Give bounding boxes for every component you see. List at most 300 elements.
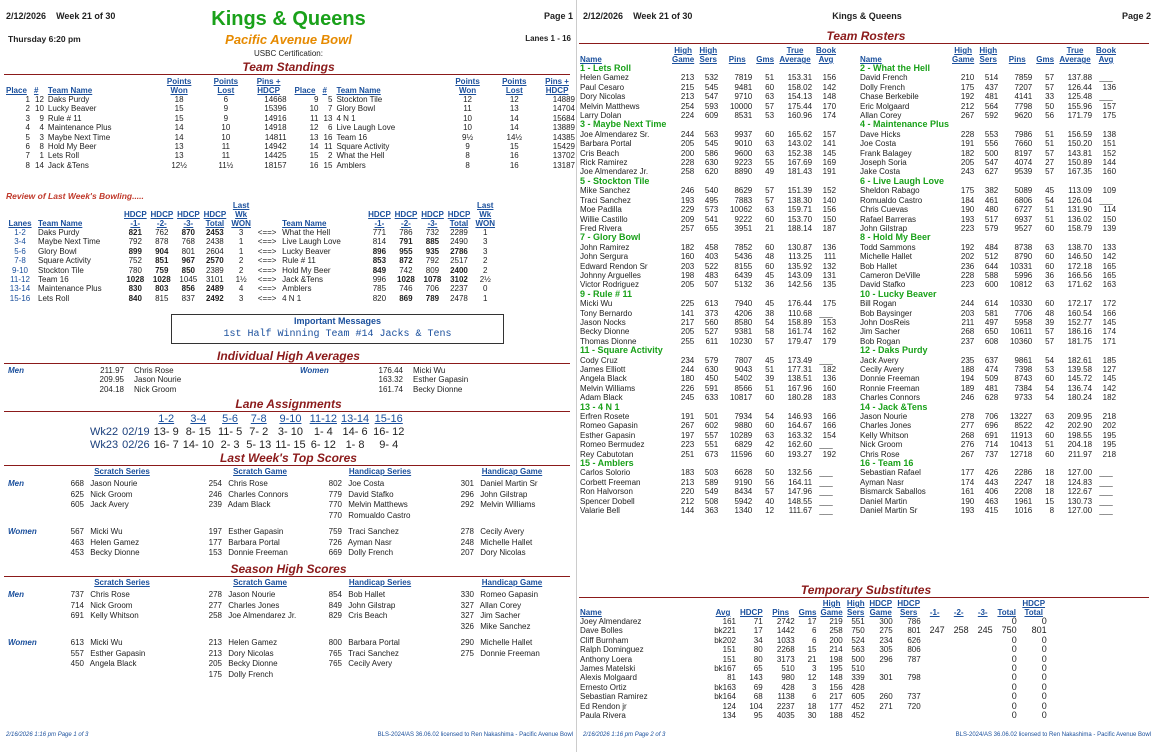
roster-cell: ___ xyxy=(819,468,833,478)
standings-col-header: Team Name xyxy=(47,86,93,95)
standings-cell: 13 xyxy=(323,113,333,123)
subs-cell xyxy=(971,683,995,692)
roster-cell: 560 xyxy=(704,317,719,327)
roster-team-name: 2 - What the Hell xyxy=(860,63,931,73)
shs-score: 557 xyxy=(70,648,84,658)
roster-cell: 60 xyxy=(765,129,775,139)
roster-cell: 63 xyxy=(1045,280,1055,290)
roster-cell: 2286 xyxy=(1014,468,1033,478)
shs-score: 327 xyxy=(460,600,474,610)
lane-pair: 2- 3 xyxy=(220,439,240,451)
roster-cell: 450 xyxy=(704,374,719,384)
roster-cell: 179.47 xyxy=(787,336,813,346)
lane-header: 9-10 xyxy=(279,413,302,425)
lane-pair: 14- 6 xyxy=(342,426,368,438)
review-cell: 967 xyxy=(181,256,195,266)
standings-row xyxy=(4,142,577,151)
roster-cell: John Sergura xyxy=(580,252,629,262)
subs-cell: bk167 xyxy=(714,664,736,674)
lane-header: 5-6 xyxy=(222,413,239,425)
roster-cell: 527 xyxy=(704,327,719,337)
roster-col-header: Gms xyxy=(1036,55,1055,64)
roster-cell: 11596 xyxy=(730,449,753,459)
roster-cell: Melvin Williams xyxy=(580,383,636,393)
subs-row xyxy=(578,626,1049,635)
standings-title: Team Standings xyxy=(242,60,335,74)
roster-cell: 403 xyxy=(704,252,719,262)
roster-cell: 150.89 xyxy=(1067,158,1093,168)
roster-cell: 10413 xyxy=(1009,440,1033,450)
roster-cell: Joe Costa xyxy=(860,139,897,149)
subs-row xyxy=(578,673,1049,682)
lane-header: 7-8 xyxy=(250,413,267,425)
shs-score: 278 xyxy=(208,590,222,599)
review-cell: <==> xyxy=(257,275,277,285)
roster-cell: 136.02 xyxy=(1067,214,1093,224)
avg-name: Nick Groom xyxy=(134,384,177,394)
roster-col-header: Name xyxy=(580,55,602,64)
roster-cell: 714 xyxy=(984,440,999,450)
roster-cell: 673 xyxy=(704,449,719,459)
subs-col-header: -3- xyxy=(977,608,988,617)
review-cell: 2 xyxy=(238,256,244,266)
standings-cell: 8 xyxy=(25,160,30,170)
standings-cell: 14½ xyxy=(506,132,523,142)
subs-cell: 219 xyxy=(829,617,843,626)
roster-cell: 172.18 xyxy=(1067,261,1093,271)
lwts-score: 463 xyxy=(70,537,84,547)
standings-col-header: Points Lost xyxy=(213,77,239,95)
lane-pair: 8- 15 xyxy=(185,426,211,438)
roster-team-name: 6 - Live Laugh Love xyxy=(860,175,945,186)
lwts-women-entry xyxy=(320,538,440,547)
roster-cell: 56 xyxy=(1045,111,1055,121)
p1-date: 2/12/2026 Week 21 of 30 xyxy=(6,11,116,21)
lane-row xyxy=(88,426,406,439)
important-messages-box xyxy=(171,314,504,344)
subs-cell: 214 xyxy=(829,645,843,655)
review-cell: 2 xyxy=(238,265,244,275)
subs-cell: 0 xyxy=(1041,634,1047,645)
roster-row xyxy=(858,365,1118,374)
subs-cell xyxy=(923,702,947,711)
review-cell: 809 xyxy=(425,265,440,275)
lane-title: Lane Assignments xyxy=(235,397,342,411)
roster-row xyxy=(578,196,838,205)
roster-cell: 9043 xyxy=(734,365,753,374)
roster-cell: 204.18 xyxy=(1067,440,1093,450)
roster-cell: 63 xyxy=(1045,242,1055,252)
roster-cell: 137.88 xyxy=(1067,73,1093,83)
lwts-men-label: Men xyxy=(8,479,24,488)
roster-cell: 15 xyxy=(1045,496,1055,506)
review-col-header: Last Wk WON xyxy=(231,201,251,228)
shs-col-header: Scratch Game xyxy=(233,578,287,587)
roster-cell: 608 xyxy=(984,336,999,346)
roster-cell: 48 xyxy=(765,252,775,262)
review-cell: 885 xyxy=(425,237,440,247)
rosters-left-table xyxy=(578,46,838,516)
roster-cell: 56 xyxy=(765,477,775,487)
shs-men-entry xyxy=(200,590,320,599)
roster-cell: 243 xyxy=(960,167,975,177)
standings-cell: 7 xyxy=(25,151,30,161)
roster-cell: Cris Beach xyxy=(580,148,620,158)
roster-cell: 223 xyxy=(960,223,975,233)
subs-cell: 3 xyxy=(812,682,817,692)
avg-value: 161.74 xyxy=(378,384,403,394)
subs-cell xyxy=(947,711,971,720)
roster-col-header: True Average xyxy=(779,46,811,64)
review-row xyxy=(4,266,498,275)
review-cell: 1028 xyxy=(397,275,415,285)
roster-col-header: High Sers xyxy=(979,46,998,64)
roster-cell: 7207 xyxy=(1014,82,1033,92)
roster-cell: 148 xyxy=(822,92,837,102)
shs-men-entry xyxy=(200,601,320,610)
standings-cell: 14942 xyxy=(264,142,287,152)
lwts-score: 254 xyxy=(208,479,222,488)
roster-cell: 2247 xyxy=(1014,477,1033,487)
review-cell: Rule # 11 xyxy=(282,256,316,266)
standings-cell: 14 xyxy=(509,123,519,133)
roster-cell: 45 xyxy=(1045,186,1055,196)
roster-cell: 9223 xyxy=(734,158,753,168)
roster-team-name: 15 - Amblers xyxy=(580,458,634,469)
roster-cell: Melvin Matthews xyxy=(580,101,640,111)
roster-cell: 169 xyxy=(822,158,837,168)
roster-cell: 7819 xyxy=(734,73,753,83)
shs-bowler: Helen Gamez xyxy=(226,638,278,647)
review-col-header: Last Wk WON xyxy=(475,201,496,228)
subs-cell: 3173 xyxy=(776,654,795,664)
avg-row xyxy=(76,385,183,394)
avg-row xyxy=(76,366,183,375)
standings-cell: 15 xyxy=(509,142,519,152)
roster-team-name: 8 - Hold My Beer xyxy=(860,232,931,243)
shs-bowler: Cecily Avery xyxy=(346,659,393,668)
roster-cell: 9481 xyxy=(734,82,753,92)
roster-cell: 8522 xyxy=(1014,421,1033,431)
shs-women-entry xyxy=(200,649,320,658)
shs-bowler: Cris Beach xyxy=(346,611,388,620)
roster-cell: 5402 xyxy=(734,374,753,384)
roster-cell: 143.02 xyxy=(787,139,813,149)
roster-cell: 213 xyxy=(680,477,695,487)
review-col-header xyxy=(254,201,280,228)
roster-row xyxy=(858,431,1118,440)
subs-cell: Alexis Molgaard xyxy=(580,673,637,683)
roster-cell: 152 xyxy=(822,186,837,196)
standings-row xyxy=(4,123,577,132)
roster-cell: Kelly Whitson xyxy=(860,430,909,440)
lwts-bowler: Micki Wu xyxy=(88,527,123,536)
roster-cell: Adam Black xyxy=(580,393,623,403)
subs-cell: 428 xyxy=(781,682,795,692)
avg-value: 211.97 xyxy=(100,366,124,375)
roster-cell: 160 xyxy=(1102,167,1117,177)
shs-score: 714 xyxy=(70,600,84,610)
review-cell: <==> xyxy=(257,228,277,237)
roster-cell: 152.38 xyxy=(787,148,813,158)
review-cell: 837 xyxy=(181,293,195,303)
roster-cell: 63 xyxy=(765,205,775,215)
review-cell: 3101 xyxy=(205,275,224,285)
p1-day-time: Thursday 6:20 pm xyxy=(8,34,81,44)
subs-cell: 1138 xyxy=(777,692,795,702)
subs-cell xyxy=(867,711,895,720)
standings-row xyxy=(4,133,577,142)
roster-cell: 7940 xyxy=(734,299,753,309)
review-cell: Maintenance Plus xyxy=(38,284,102,294)
roster-cell: 60 xyxy=(1045,430,1055,440)
roster-cell: Jake Costa xyxy=(860,167,901,177)
standings-col-header: Points Lost xyxy=(502,77,527,95)
roster-team-name: 1 - Lets Roll xyxy=(580,63,632,73)
standings-row xyxy=(4,104,577,113)
roster-cell: 51 xyxy=(1045,139,1055,149)
subs-cell: 34 xyxy=(753,635,763,645)
roster-cell: 8531 xyxy=(734,111,753,121)
roster-cell: 145.72 xyxy=(1067,374,1093,384)
subs-cell: 801 xyxy=(907,626,921,636)
roster-cell: 237 xyxy=(960,336,975,346)
roster-cell: Joseph Soria xyxy=(860,158,907,168)
roster-cell: 591 xyxy=(704,383,719,393)
roster-cell: 60 xyxy=(765,393,775,403)
review-cell: Live Laugh Love xyxy=(282,237,341,247)
roster-cell: 189 xyxy=(960,383,975,393)
roster-cell: 148.55 xyxy=(787,496,813,506)
lane-week: Wk23 xyxy=(90,439,119,451)
roster-cell: 138 xyxy=(1102,129,1117,139)
roster-cell: 152 xyxy=(1102,148,1117,158)
shs-score: 613 xyxy=(70,638,84,647)
roster-team-row xyxy=(578,459,838,468)
roster-cell: 9620 xyxy=(1014,111,1033,121)
review-cell: 768 xyxy=(181,237,195,247)
lwts-bowler: Romualdo Castro xyxy=(346,510,411,520)
roster-cell: 192 xyxy=(822,449,837,459)
roster-cell: Daniel Martin Sr xyxy=(860,506,918,516)
roster-cell: 164.67 xyxy=(787,421,813,431)
subs-cell: 6 xyxy=(812,692,817,702)
roster-cell: 267 xyxy=(960,449,975,459)
shs-men-entry xyxy=(320,601,440,610)
shs-men-entry xyxy=(320,611,440,620)
standings-cell: 6 xyxy=(25,142,30,152)
roster-cell: 547 xyxy=(984,158,999,168)
standings-cell: 11 xyxy=(324,142,333,152)
roster-cell: 532 xyxy=(704,73,719,83)
avg-row xyxy=(355,366,470,375)
roster-cell: 267 xyxy=(680,421,695,431)
roster-cell: 10360 xyxy=(1009,336,1033,346)
roster-cell: 171 xyxy=(1102,336,1117,346)
roster-cell: 53 xyxy=(765,111,775,121)
review-cell: 780 xyxy=(128,265,142,275)
roster-cell: 628 xyxy=(984,393,999,403)
roster-cell: 191 xyxy=(960,139,975,149)
subs-cell xyxy=(947,655,971,664)
review-cell: 815 xyxy=(155,293,169,303)
standings-cell: 14811 xyxy=(264,132,287,142)
roster-cell: 211.97 xyxy=(1068,449,1093,459)
roster-cell: 10611 xyxy=(1010,327,1033,337)
lane-blank xyxy=(120,413,152,426)
roster-row xyxy=(578,186,838,195)
standings-col-header: Pins + HDCP xyxy=(256,77,281,95)
roster-cell: 165 xyxy=(1102,261,1117,271)
roster-cell: 200 xyxy=(680,148,695,158)
roster-cell: 514 xyxy=(984,73,999,83)
roster-cell: 39 xyxy=(1045,317,1055,327)
roster-cell: 276 xyxy=(960,440,975,450)
standings-cell: 12 xyxy=(509,95,519,104)
roster-cell: 49 xyxy=(765,167,775,177)
lwts-bowler: Adam Black xyxy=(226,500,271,509)
subs-cell: 750 xyxy=(1001,625,1017,636)
roster-header-row xyxy=(578,46,838,64)
roster-cell: 614 xyxy=(984,299,999,309)
roster-cell: 188.14 xyxy=(787,223,813,233)
roster-cell: 205 xyxy=(960,158,975,168)
subs-cell: 524 xyxy=(851,635,865,645)
review-col-header: HDCP -2- xyxy=(150,210,174,228)
roster-cell: 172 xyxy=(1102,299,1117,309)
lwts-women-entry xyxy=(320,548,440,557)
roster-cell: 51 xyxy=(1045,440,1055,450)
shs-bowler: Becky Dionne xyxy=(226,659,278,668)
roster-cell: 474 xyxy=(984,365,999,374)
standings-cell: 4 xyxy=(39,123,44,133)
shs-women-entry xyxy=(200,670,320,679)
roster-cell: 57 xyxy=(765,336,775,346)
roster-row xyxy=(578,299,838,308)
subs-cell: 0 xyxy=(1011,710,1017,721)
roster-cell: 57 xyxy=(1045,148,1055,158)
standings-cell: 14 xyxy=(174,123,184,133)
lwts-women-entry xyxy=(200,548,320,557)
roster-cell: ___ xyxy=(1099,496,1113,506)
avg-name: Chris Rose xyxy=(134,366,174,375)
roster-cell: 3951 xyxy=(734,223,753,233)
roster-cell: 181.43 xyxy=(787,167,813,177)
roster-cell: 8197 xyxy=(1014,148,1033,158)
roster-cell: 415 xyxy=(984,506,999,516)
standings-cell: 12 xyxy=(35,95,44,104)
roster-cell: 203 xyxy=(960,308,975,318)
roster-cell: 5132 xyxy=(734,280,753,290)
lane-header: 1-2 xyxy=(158,413,175,425)
avg-row xyxy=(355,385,470,394)
roster-cell: 218 xyxy=(1102,412,1117,422)
subs-cell: 0 xyxy=(1041,700,1047,711)
lwts-women-entry xyxy=(62,548,182,557)
roster-cell: 176.44 xyxy=(787,299,813,309)
shs-men-entry xyxy=(320,590,440,599)
roster-cell: 484 xyxy=(984,242,999,252)
review-cell: 3 xyxy=(483,246,488,256)
standings-cell: 14668 xyxy=(264,95,287,104)
review-cell: Lets Roll xyxy=(38,293,70,303)
roster-col-header: Gms xyxy=(756,55,775,64)
review-cell: 2492 xyxy=(205,293,224,303)
roster-row xyxy=(578,478,838,487)
lane-blank xyxy=(88,413,120,426)
iha-rule xyxy=(4,363,570,364)
subs-cell xyxy=(971,645,995,654)
roster-row xyxy=(858,262,1118,271)
roster-cell: 163 xyxy=(1102,280,1117,290)
roster-cell: Michelle Hallet xyxy=(860,252,913,262)
standings-row xyxy=(4,151,577,160)
roster-row xyxy=(578,431,838,440)
review-cell: 1-2 xyxy=(14,228,26,237)
standings-cell: Square Activity xyxy=(336,142,390,152)
review-cell: 1 xyxy=(483,228,488,237)
subs-cell: 737 xyxy=(907,692,921,702)
roster-col-header: Pins xyxy=(728,55,746,64)
roster-cell: Erfren Rosete xyxy=(580,412,630,422)
roster-cell: 373 xyxy=(704,308,719,318)
roster-cell: 170 xyxy=(822,101,837,111)
p1-footer xyxy=(6,732,573,738)
shs-score: 854 xyxy=(328,590,342,599)
roster-cell: Dave Hicks xyxy=(860,129,901,139)
roster-cell: 8566 xyxy=(734,383,753,393)
standings-cell: 14 xyxy=(35,160,44,170)
review-cell: 955 xyxy=(399,246,413,256)
roster-cell: 6727 xyxy=(1014,205,1033,215)
lane-rule xyxy=(4,411,570,412)
roster-cell: 1340 xyxy=(734,506,753,516)
subs-cell: bk164 xyxy=(714,692,736,702)
roster-cell: 142 xyxy=(1102,252,1117,262)
roster-cell: 133 xyxy=(1102,242,1117,252)
standings-cell: 14704 xyxy=(552,104,575,114)
standings-cell: 18 xyxy=(174,95,184,104)
roster-cell: 218 xyxy=(1102,449,1117,459)
roster-cell: Tony Bernardo xyxy=(580,308,633,318)
subs-cell: 6 xyxy=(812,626,817,636)
roster-cell: 4141 xyxy=(1014,92,1033,102)
lwts-score: 802 xyxy=(328,479,342,488)
subs-cell: Ed Rendon jr xyxy=(580,701,627,711)
roster-cell: 182 xyxy=(960,148,975,158)
roster-cell: 7398 xyxy=(1014,365,1033,374)
standings-cell: 3 xyxy=(25,113,30,123)
roster-cell: 600 xyxy=(984,280,999,290)
roster-row xyxy=(578,252,838,261)
subs-cell: 2237 xyxy=(776,701,795,711)
lwts-men-entry xyxy=(62,490,182,499)
standings-cell: 12 xyxy=(309,123,319,133)
subs-cell: 786 xyxy=(907,617,921,626)
review-col-header: Team Name xyxy=(282,219,327,228)
roster-cell: 630 xyxy=(704,365,719,374)
standings-cell: 4 N 1 xyxy=(336,113,356,123)
review-cell: 2438 xyxy=(205,237,224,247)
roster-cell: 147.96 xyxy=(787,487,813,497)
roster-cell: 637 xyxy=(984,355,999,365)
shs-score: 330 xyxy=(460,590,474,599)
standings-col-header: Place xyxy=(6,86,27,95)
roster-cell: 224 xyxy=(680,111,695,121)
roster-cell: 150.20 xyxy=(1067,139,1093,149)
subs-cell xyxy=(971,636,995,645)
roster-cell: 268 xyxy=(960,430,975,440)
